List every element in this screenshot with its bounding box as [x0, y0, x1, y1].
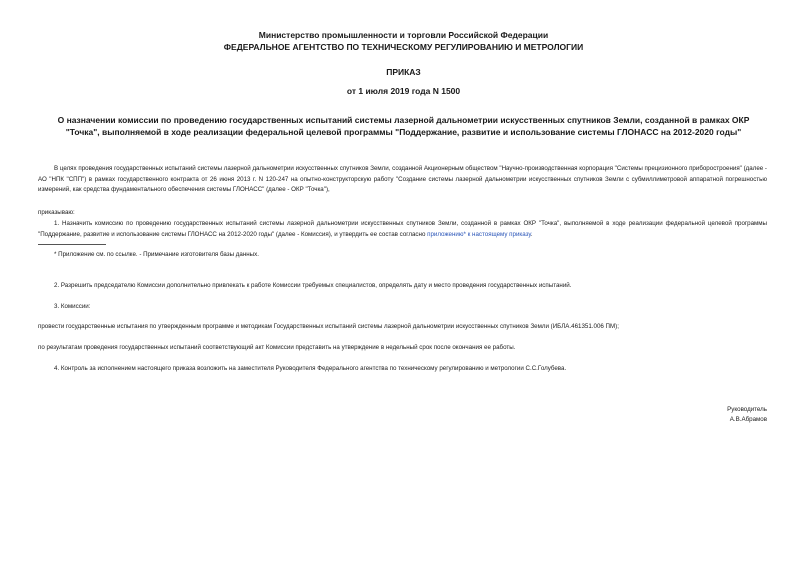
- item-1-text: 1. Назначить комиссию по проведению государственных испытаний системы лазерной дальнометрии искусственных спутников Земли, созданной в рамках ОКР "Точка", выполняемой в ходе реализации федеральной целевой программы "Поддержание, развитие и использование системы ГЛОНАСС на 2012-2020 годы" (далее - Комиссия), и утвердить ее состав согласно: [38, 220, 767, 238]
- order-word: приказываю:: [38, 209, 75, 216]
- item-3-subparagraph-b: по результатам проведения государственных испытаний соответствующий акт Комиссии представить на утверждение в недельный срок после окончания ее работы.: [38, 344, 516, 351]
- signature-role: Руководитель: [727, 406, 767, 413]
- footnote: * Приложение см. по ссылке. - Примечание изготовителя базы данных.: [54, 251, 259, 258]
- agency-name: ФЕДЕРАЛЬНОЕ АГЕНТСТВО ПО ТЕХНИЧЕСКОМУ РЕГУЛИРОВАНИЮ И МЕТРОЛОГИИ: [223, 42, 584, 52]
- footnote-divider: [38, 244, 106, 245]
- preamble-paragraph: В целях проведения государственных испытаний системы лазерной дальнометрии искусственных спутников Земли, созданной Акционерным обществом "Научно-производственная корпорация "Системы прецизионного приборостроения" (далее - АО "НПК "СПП") в рамках государственного контракта от 26 июня 2013 г. N 120-247 на опытно-конструкторскую работу "Создание системы лазерной дальнометрии искусственных спутников Земли с субмиллиметровой аппаратной погрешностью измерений, как средства фундаментального обеспечения системы ГЛОНАСС" (далее - ОКР "Точка"),: [38, 165, 767, 193]
- appendix-link[interactable]: приложению* к настоящему приказу: [427, 230, 531, 238]
- document-title-line-2: "Точка", выполняемой в ходе реализации федеральной целевой программы "Поддержание, развитие и использование системы ГЛОНАСС на 2012-2020 годы": [65, 127, 742, 137]
- ministry-name: Министерство промышленности и торговли Российской Федерации: [258, 30, 549, 40]
- item-3-subparagraph-a: провести государственные испытания по утвержденным программе и методикам Государственных испытаний системы лазерной дальнометрии искусственных спутников Земли (ИБЛА.461351.006 ПМ);: [38, 323, 619, 330]
- item-1-paragraph: [38, 219, 767, 240]
- date-number: от 1 июля 2019 года N 1500: [346, 86, 461, 96]
- item-1-end: .: [530, 230, 533, 238]
- document-title-line-1: О назначении комиссии по проведению государственных испытаний системы лазерной дальнометрии искусственных спутников Земли, созданной в рамках ОКР: [57, 115, 750, 125]
- signature-name: А.В.Абрамов: [729, 416, 767, 423]
- item-4-paragraph: 4. Контроль за исполнением настоящего приказа возложить на заместителя Руководителя Федерального агентства по техническому регулированию и метрологии С.С.Голубева.: [54, 365, 567, 372]
- item-3-heading: 3. Комиссии:: [54, 303, 91, 310]
- document-type: ПРИКАЗ: [386, 67, 421, 77]
- item-2-paragraph: 2. Разрешить председателю Комиссии дополнительно привлекать к работе Комиссии требуемых специалистов, определять дату и место проведения государственных испытаний.: [54, 282, 572, 289]
